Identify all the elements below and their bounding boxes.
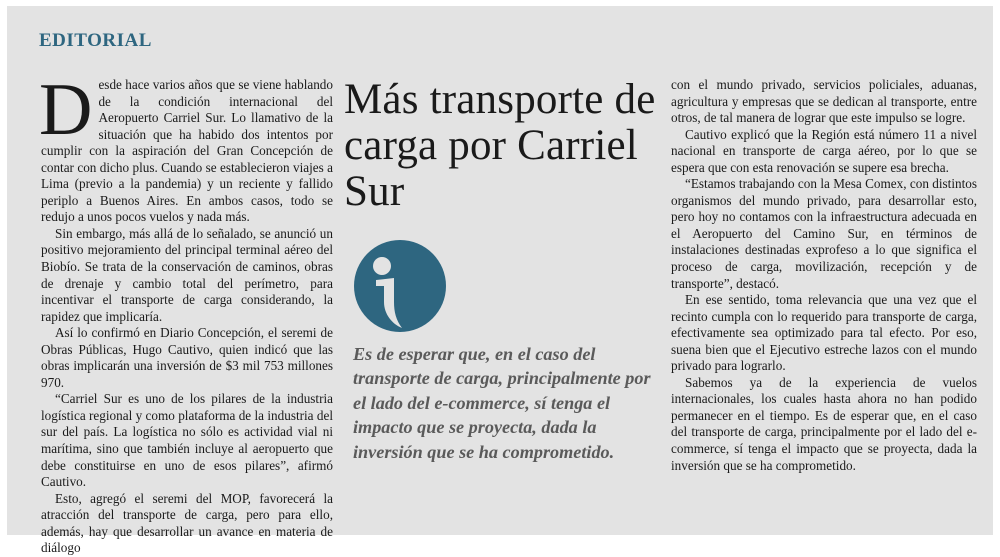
editorial-page bbox=[7, 6, 993, 556]
column-right bbox=[671, 77, 977, 474]
column-left bbox=[39, 69, 333, 557]
info-icon bbox=[354, 240, 446, 332]
paragraph: Sin embargo, más allá de lo señalado, se anunció un positivo mejoramiento del principal terminal aéreo del Biobío. Se trata de la conservación de caminos, obras de drenaje y cambio total del perímetro, para incentivar el transporte de carga considerando, la rapidez que implicaría. bbox=[41, 225, 333, 324]
info-icon-dot bbox=[373, 257, 391, 275]
paragraph bbox=[39, 69, 333, 226]
paragraph: En ese sentido, toma relevancia que una vez que el recinto cumpla con lo requerido para transporte de carga, efectivamente sea optimizado para tal efecto. Por eso, suena bien que el Ejecutivo estreche lazos con el mundo privado para lograrlo. bbox=[671, 292, 977, 374]
paragraph: Esto, agregó el seremi del MOP, favorecerá la atracción del transporte de carga, pero para ello, además, hay que desarrollar un avance en materia de diálogo bbox=[41, 490, 333, 556]
paragraph: Así lo confirmó en Diario Concepción, el seremi de Obras Públicas, Hugo Cautivo, quien indicó que las obras implicarán una inversión de $3 mil 753 millones 970. bbox=[41, 325, 333, 390]
paragraph: “Estamos trabajando con la Mesa Comex, con distintos organismos del mundo privado, para desarrollar esto, pero hoy no contamos con la infraestructura adecuada en el Aeropuerto del Camino Sur, en términos de instalaciones destinadas exprofeso a lo que significa el proceso de carga, movilización, recepción y de transporte”, destacó. bbox=[671, 176, 977, 291]
paragraph: Cautivo explicó que la Región está número 11 a nivel nacional en transporte de carga aéreo, por lo que se espera que con esta renovación se supere esa brecha. bbox=[671, 126, 977, 175]
section-label: EDITORIAL bbox=[39, 30, 152, 51]
paragraph: con el mundo privado, servicios policiales, aduanas, agricultura y empresas que se dedican al transporte, entre otros, de tal manera de lograr que este impulso se logre. bbox=[671, 77, 977, 126]
paragraph-text: esde hace varios años que se viene hablando de la condición internacional del Aeropuerto Carriel Sur. Lo llamativo de la situación que ha habido dos intentos por cumplir con la aspiración del Gran Concepción de contar con dicho plus. Cuando se establecieron viajes a Lima (previo a la pandemia) y un reciente y fallido periplo a Buenos Aires. En ambos casos, todo se redujo a unos pocos vuelos y nada más. bbox=[41, 77, 333, 225]
paragraph: “Carriel Sur es uno de los pilares de la industria logística regional y como plataforma de la industria del sur del país. La logística no sólo es actividad vial ni marítima, sino que también incluye al aeropuerto que debe constituirse en uno de esos pilares”, afirmó Cautivo. bbox=[41, 391, 333, 490]
paragraph: Sabemos ya de la experiencia de vuelos internacionales, los cuales hasta ahora no han podido permanecer en el tiempo. Es de esperar que, en el caso del transporte de carga, principalmente por el lado del e-commerce, sí tenga el impacto que se proyecta, dada la inversión que se ha comprometido. bbox=[671, 374, 977, 473]
pull-quote: Es de esperar que, en el caso del transporte de carga, principalmente por el lado del e-commerce, sí tenga el impacto que se proyecta, dada la inversión que se ha comprometido. bbox=[353, 344, 651, 462]
headline: Más transporte de carga por Carriel Sur bbox=[344, 76, 656, 215]
drop-cap: D bbox=[39, 69, 93, 151]
info-icon-circle bbox=[354, 240, 446, 332]
